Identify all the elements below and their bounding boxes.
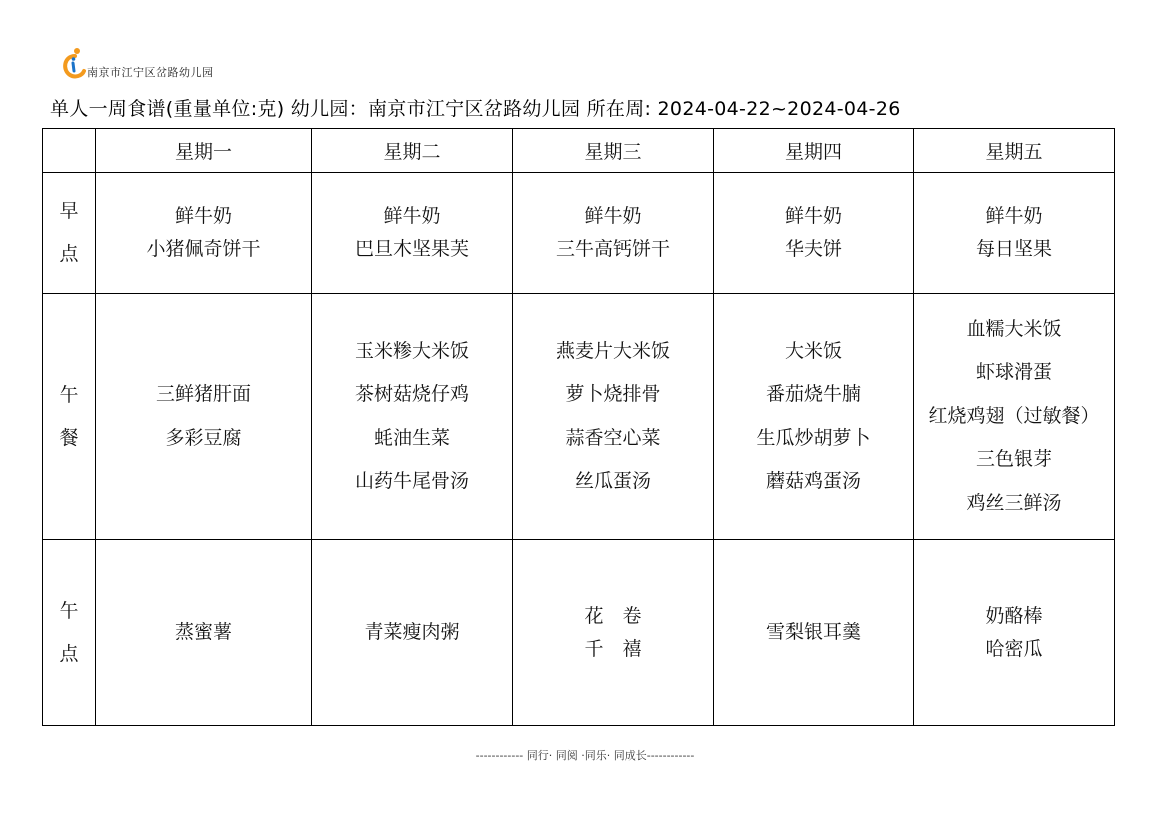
dish-item: 鲜牛奶 bbox=[985, 205, 1043, 227]
day-header: 星期三 bbox=[513, 129, 714, 173]
dish-item: 青菜瘦肉粥 bbox=[364, 621, 460, 643]
menu-cell bbox=[914, 294, 1115, 540]
menu-cell bbox=[714, 173, 914, 294]
meal-label bbox=[43, 294, 96, 540]
dish-item: 奶酪棒 bbox=[985, 604, 1043, 627]
menu-cell bbox=[96, 540, 312, 726]
dish-item: 虾球滑蛋 bbox=[975, 361, 1052, 384]
menu-cell bbox=[714, 294, 914, 540]
meal-label-char: 午 bbox=[59, 383, 79, 406]
menu-cell bbox=[96, 173, 312, 294]
dish-item: 花 卷 bbox=[584, 604, 642, 627]
dish-item: 华夫饼 bbox=[784, 238, 842, 260]
dish-item: 鲜牛奶 bbox=[383, 205, 441, 227]
meal-row bbox=[43, 173, 1115, 294]
menu-cell bbox=[513, 294, 714, 540]
menu-cell bbox=[312, 540, 513, 726]
dish-item: 雪梨银耳羹 bbox=[765, 621, 861, 643]
weekly-menu-table bbox=[42, 128, 1115, 726]
dish-item: 三鲜猪肝面 bbox=[155, 383, 251, 405]
dish-item: 每日坚果 bbox=[975, 238, 1052, 260]
meal-label-char: 点 bbox=[59, 642, 79, 665]
dish-item: 丝瓜蛋汤 bbox=[574, 470, 651, 492]
meal-label-char: 点 bbox=[59, 243, 79, 265]
menu-cell bbox=[312, 294, 513, 540]
dish-item: 鲜牛奶 bbox=[584, 205, 642, 227]
footer-slogan: ------------ 同行· 同阅 ·同乐· 同成长------------ bbox=[475, 749, 695, 762]
dish-item: 鲜牛奶 bbox=[174, 205, 232, 227]
dish-item: 鲜牛奶 bbox=[784, 205, 842, 227]
dish-item: 哈密瓜 bbox=[985, 637, 1043, 660]
dish-item: 三色银芽 bbox=[975, 448, 1052, 471]
meal-row bbox=[43, 294, 1115, 540]
header-row bbox=[43, 129, 1115, 173]
dish-item: 蒸蜜薯 bbox=[174, 621, 232, 643]
page-title: 单人一周食谱(重量单位:克) 幼儿园：南京市江宁区岔路幼儿园 所在周: 2024-04-22~2024-04-26 bbox=[50, 98, 901, 120]
dish-item: 蚝油生菜 bbox=[373, 426, 450, 449]
menu-cell bbox=[513, 173, 714, 294]
day-header: 星期四 bbox=[714, 129, 914, 173]
dish-item: 番茄烧牛腩 bbox=[765, 383, 861, 405]
dish-item: 蘑菇鸡蛋汤 bbox=[765, 470, 861, 492]
dish-item: 红烧鸡翅（过敏餐） bbox=[928, 404, 1100, 427]
dish-item: 山药牛尾骨汤 bbox=[354, 470, 469, 492]
menu-cell bbox=[714, 540, 914, 726]
dish-item: 多彩豆腐 bbox=[165, 426, 242, 449]
dish-item: 巴旦木坚果芙 bbox=[354, 238, 469, 260]
dish-item: 小猪佩奇饼干 bbox=[146, 238, 261, 260]
menu-cell bbox=[914, 173, 1115, 294]
meal-label-char: 早 bbox=[59, 200, 79, 222]
logo-text: 南京市江宁区岔路幼儿园 bbox=[87, 66, 214, 79]
menu-cell bbox=[513, 540, 714, 726]
day-header: 星期五 bbox=[914, 129, 1115, 173]
dish-item: 三牛高钙饼干 bbox=[555, 238, 670, 260]
meal-label-char: 餐 bbox=[59, 426, 79, 449]
dish-item: 萝卜烧排骨 bbox=[565, 383, 661, 405]
dish-item: 茶树菇烧仔鸡 bbox=[354, 383, 469, 405]
menu-cell bbox=[312, 173, 513, 294]
corner-cell bbox=[43, 129, 96, 173]
menu-cell bbox=[96, 294, 312, 540]
dish-item: 蒜香空心菜 bbox=[565, 426, 661, 449]
day-header: 星期二 bbox=[312, 129, 513, 173]
dish-item: 鸡丝三鲜汤 bbox=[966, 491, 1062, 514]
dish-item: 血糯大米饭 bbox=[966, 317, 1062, 340]
menu-cell bbox=[914, 540, 1115, 726]
dish-item: 千 禧 bbox=[584, 637, 642, 660]
day-header: 星期一 bbox=[96, 129, 312, 173]
meal-label bbox=[43, 540, 96, 726]
dish-item: 燕麦片大米饭 bbox=[555, 339, 670, 362]
school-logo-icon bbox=[60, 46, 90, 80]
dish-item: 生瓜炒胡萝卜 bbox=[756, 426, 871, 449]
meal-row bbox=[43, 540, 1115, 726]
meal-label bbox=[43, 173, 96, 294]
dish-item: 大米饭 bbox=[784, 339, 842, 362]
school-logo bbox=[60, 46, 260, 80]
meal-label-char: 午 bbox=[59, 599, 79, 622]
dish-item: 玉米糁大米饭 bbox=[354, 339, 469, 362]
